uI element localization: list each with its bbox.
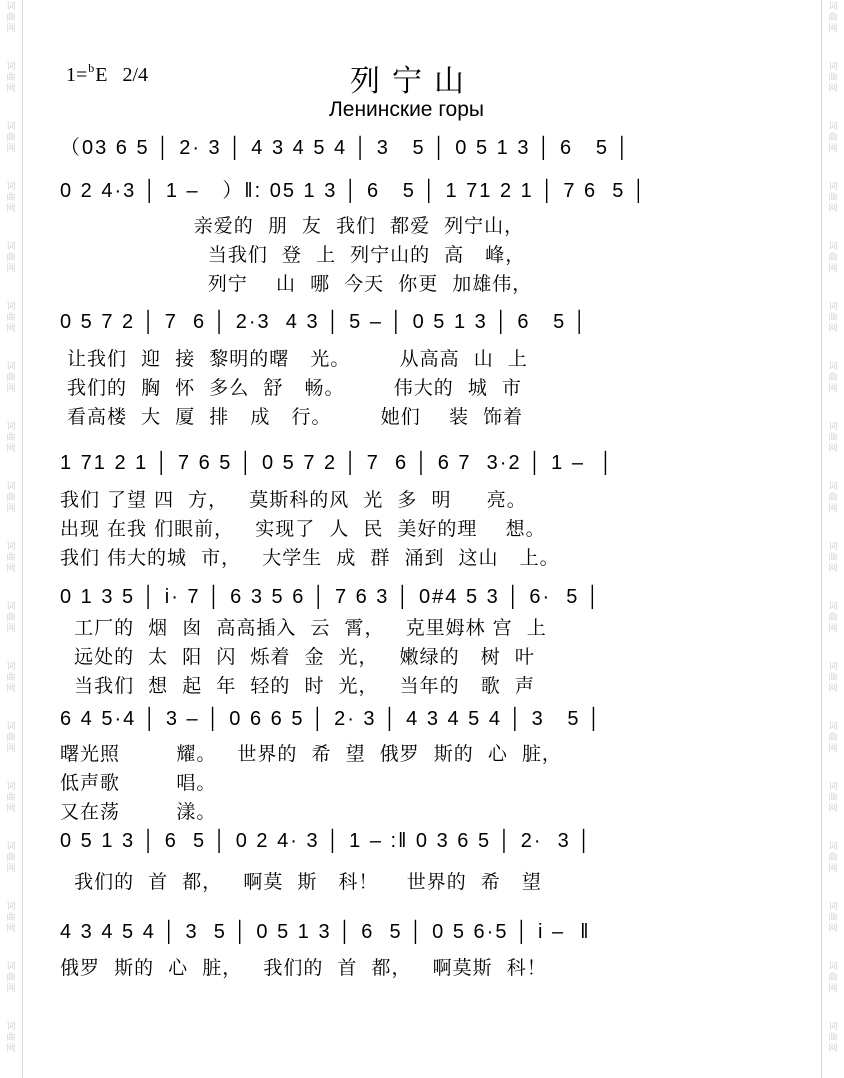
lyric-line: 我们 伟大的城 市， 大学生 成 群 涌到 这山 上。 <box>60 547 560 569</box>
watermark-text: 词 曲 网 <box>6 242 16 274</box>
watermark-text: 词 曲 网 <box>828 422 838 454</box>
watermark-text: 词 曲 网 <box>828 182 838 214</box>
watermark-text: 词 曲 网 <box>6 1022 16 1054</box>
watermark-text: 词 曲 网 <box>6 902 16 934</box>
key-flat-sign: b <box>88 61 95 75</box>
lyric-line: 俄罗 斯的 心 脏， 我们的 首 都， 啊莫斯 科！ <box>60 957 547 979</box>
watermark-text: 词 曲 网 <box>6 602 16 634</box>
key-note: E <box>95 64 108 86</box>
notation-row <box>60 826 782 856</box>
lyric-line: 工厂的 烟 囱 高高插入 云 霄， 克里姆林 宫 上 <box>60 617 547 639</box>
watermark-text: 词 曲 网 <box>6 62 16 94</box>
watermark-text: 词 曲 网 <box>6 362 16 394</box>
watermark-text: 词 曲 网 <box>828 962 838 994</box>
key-prefix: 1= <box>66 64 88 86</box>
lyric-line: 我们的 首 都， 啊莫 斯 科！ 世界的 希 望 <box>60 871 542 893</box>
lyric-line: 曙光照 耀。 世界的 希 望 俄罗 斯的 心 脏， <box>60 743 562 765</box>
lyric-line: 我们的 胸 怀 多么 舒 畅。 伟大的 城 市 <box>60 377 522 399</box>
watermark-text: 词 曲 网 <box>6 182 16 214</box>
notation-row <box>60 448 782 478</box>
notation-row <box>60 917 782 947</box>
notation-row <box>60 176 782 206</box>
watermark-text: 词 曲 网 <box>828 602 838 634</box>
watermark-text: 词 曲 网 <box>6 2 16 34</box>
notation-text: 1 71 2 1 │ 7 6 5 │ 0 5 7 2 │ 7 6 │ 6 7 3·2 │ 1 – │ <box>60 452 615 474</box>
watermark-text: 词 曲 网 <box>828 122 838 154</box>
key-signature <box>66 61 149 87</box>
watermark-text: 词 曲 网 <box>6 962 16 994</box>
watermark-text: 词 曲 网 <box>6 482 16 514</box>
lyric-line: 看高楼 大 厦 排 成 行。 她们 装 饰着 <box>60 406 524 428</box>
lyric-line: 当我们 登 上 列宁山的 高 峰， <box>60 244 526 266</box>
lyric-line: 出现 在我 们眼前， 实现了 人 民 美好的理 想。 <box>60 518 546 540</box>
lyric-line: 我们 了望 四 方， 莫斯科的风 光 多 明 亮。 <box>60 489 527 511</box>
notation-row <box>60 704 782 734</box>
watermark-text: 词 曲 网 <box>828 902 838 934</box>
watermark-strip-left <box>0 0 23 1078</box>
song-subtitle: Ленинские горы <box>329 98 484 121</box>
notation-text: 0 5 7 2 │ 7 6 │ 2·3 4 3 │ 5 – │ 0 5 1 3 │ 6 5 │ <box>60 311 589 333</box>
notation-text: 0 1 3 5 │ i· 7 │ 6 3 5 6 │ 7 6 3 │ 0#4 5 3 │ 6· 5 │ <box>60 586 602 608</box>
watermark-text: 词 曲 网 <box>828 542 838 574</box>
watermark-text: 词 曲 网 <box>6 842 16 874</box>
notation-text: 0 5 1 3 │ 6 5 │ 0 2 4· 3 │ 1 – :‖ 0 3 6 5 │ 2· 3 │ <box>60 830 593 852</box>
notation-text: 6 4 5·4 │ 3 – │ 0 6 6 5 │ 2· 3 │ 4 3 4 5 4 │ 3 5 │ <box>60 708 603 730</box>
lyric-line: 亲爱的 朋 友 我们 都爱 列宁山， <box>60 215 525 237</box>
watermark-text: 词 曲 网 <box>828 722 838 754</box>
watermark-text: 词 曲 网 <box>828 362 838 394</box>
lyric-line: 让我们 迎 接 黎明的曙 光。 从高高 山 上 <box>60 348 528 370</box>
watermark-strip-right <box>821 0 844 1078</box>
watermark-text: 词 曲 网 <box>6 722 16 754</box>
watermark-text: 词 曲 网 <box>828 62 838 94</box>
lyric-line: 低声歌 唱。 <box>60 772 217 794</box>
lyric-line: 远处的 太 阳 闪 烁着 金 光， 嫩绿的 树 叶 <box>60 646 535 668</box>
notation-text: 0 2 4·3 │ 1 – ）‖: 05 1 3 │ 6 5 │ 1 71 2 1 │ 7 6 5 │ <box>60 180 648 202</box>
notation-text: 4 3 4 5 4 │ 3 5 │ 0 5 1 3 │ 6 5 │ 0 5 6·5 │ i – ‖ <box>60 921 591 943</box>
watermark-text: 词 曲 网 <box>828 842 838 874</box>
notation-text: （03 6 5 │ 2· 3 │ 4 3 4 5 4 │ 3 5 │ 0 5 1 3 │ 6 5 │ <box>60 137 632 159</box>
watermark-text: 词 曲 网 <box>828 782 838 814</box>
watermark-text: 词 曲 网 <box>828 482 838 514</box>
notation-row <box>60 582 782 612</box>
lyric-line: 当我们 想 起 年 轻的 时 光， 当年的 歌 声 <box>60 675 535 697</box>
watermark-text: 词 曲 网 <box>6 782 16 814</box>
watermark-text: 词 曲 网 <box>6 122 16 154</box>
notation-row <box>60 307 782 337</box>
notation-row <box>60 133 782 163</box>
lyric-line: 又在荡 漾。 <box>60 801 217 823</box>
lyric-line: 列宁 山 哪 今天 你更 加雄伟， <box>60 273 533 295</box>
watermark-text: 词 曲 网 <box>828 1022 838 1054</box>
watermark-text: 词 曲 网 <box>828 302 838 334</box>
time-signature: 2/4 <box>122 64 149 86</box>
watermark-text: 词 曲 网 <box>6 542 16 574</box>
song-title: 列宁山 <box>350 64 476 99</box>
watermark-text: 词 曲 网 <box>828 2 838 34</box>
watermark-text: 词 曲 网 <box>6 302 16 334</box>
watermark-text: 词 曲 网 <box>828 242 838 274</box>
watermark-text: 词 曲 网 <box>6 662 16 694</box>
watermark-text: 词 曲 网 <box>828 662 838 694</box>
watermark-text: 词 曲 网 <box>6 422 16 454</box>
